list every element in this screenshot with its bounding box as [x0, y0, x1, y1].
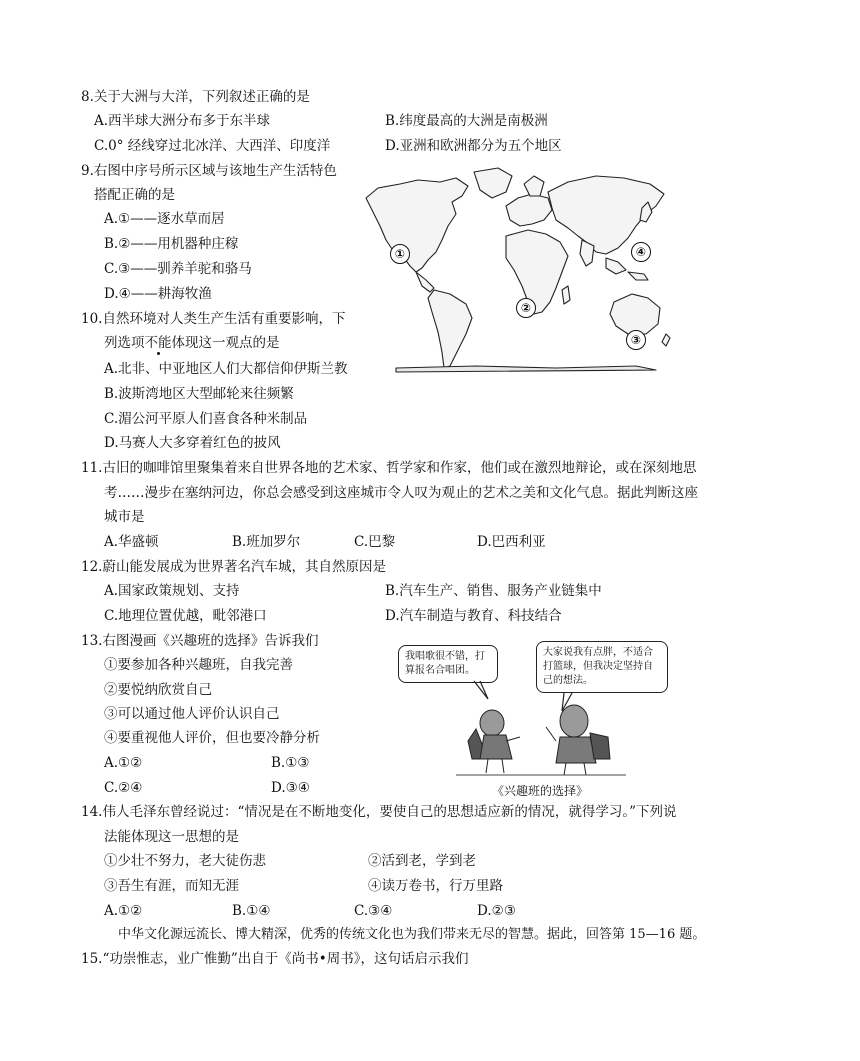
section-intro: 中华文化源远流长、博大精深，优秀的传统文化也为我们带来无尽的智慧。据此，回答第 15—16 题。	[118, 927, 706, 942]
map-marker-2: ②	[516, 298, 536, 318]
q14-option-b: B.①④	[232, 903, 271, 919]
q11-option-d: D.巴西利亚	[477, 534, 546, 550]
q14-statement-3: ③吾生有涯，而知无涯	[104, 878, 239, 894]
q12-option-a: A.国家政策规划、支持	[104, 583, 240, 599]
q10-stem-pre: 列选项	[104, 335, 145, 351]
q12-option-b: B.汽车生产、销售、服务产业链集中	[385, 583, 602, 599]
q9-stem-line2: 搭配正确的是	[94, 187, 175, 203]
q13-option-d: D.③④	[271, 780, 310, 796]
q9-option-d: D.④——耕海牧渔	[104, 286, 212, 302]
q11-stem-line3: 城市是	[104, 509, 145, 525]
q10-stem-line1: 10.自然环境对人类生产生活有重要影响，下	[81, 311, 346, 327]
cartoon-illustration	[396, 637, 672, 777]
q8-stem: 8.关于大洲与大洋，下列叙述正确的是	[81, 89, 310, 105]
q8-option-c: C.0° 经线穿过北冰洋、大西洋、印度洋	[94, 138, 331, 154]
cartoon-bubble-right: 大家说我有点胖，不适合打篮球，但我决定坚持自己的想法。	[536, 641, 668, 693]
q13-statement-1: ①要参加各种兴趣班，自我完善	[104, 657, 293, 673]
q8-option-a: A.西半球大洲分布多于东半球	[94, 113, 271, 129]
q12-option-d: D.汽车制造与教育、科技结合	[385, 608, 562, 624]
q11-option-a: A.华盛顿	[104, 534, 159, 550]
q11-stem-line2: 考……漫步在塞纳河边，你总会感受到这座城市令人叹为观止的艺术之美和文化气息。据此判断这座	[104, 485, 698, 501]
q11-stem-line1: 11.古旧的咖啡馆里聚集着来自世界各地的艺术家、哲学家和作家，他们或在激烈地辩论，或在深刻地思	[81, 460, 697, 476]
q10-stem-line2	[104, 334, 280, 352]
q14-stem-line1: 14.伟人毛泽东曾经说过：“情况是在不断地变化，要使自己的思想适应新的情况，就得学习。”下列说	[81, 804, 677, 820]
q13-statement-3: ③可以通过他人评价认识自己	[104, 706, 280, 722]
q9-stem-line1: 9.右图中序号所示区域与该地生产生活特色	[81, 163, 337, 179]
q14-option-c: C.③④	[354, 903, 393, 919]
q10-option-b: B.波斯湾地区大型邮轮来往频繁	[104, 386, 294, 402]
map-marker-4: ④	[631, 242, 651, 262]
q10-option-c: C.湄公河平原人们喜食各种米制品	[104, 411, 308, 427]
q13-option-c: C.②④	[104, 780, 143, 796]
q13-option-b: B.①③	[271, 755, 310, 771]
q14-stem-line2: 法能体现这一思想的是	[104, 829, 239, 845]
q14-statement-4: ④读万卷书，行万里路	[368, 878, 503, 894]
q10-option-a: A.北非、中亚地区人们大都信仰伊斯兰教	[104, 361, 348, 377]
cartoon-figures	[396, 637, 672, 777]
q13-option-a: A.①②	[104, 755, 143, 771]
q15-stem: 15.“功崇惟志，业广惟勤”出自于《尚书•周书》，这句话启示我们	[81, 951, 469, 967]
cartoon-bubble-left: 我唱歌很不错，打算报名合唱团。	[398, 645, 498, 683]
q11-option-b: B.班加罗尔	[232, 534, 301, 550]
q10-stem-post: 体现这一观点的是	[171, 335, 280, 351]
q12-option-c: C.地理位置优越，毗邻港口	[104, 608, 267, 624]
map-marker-3: ③	[626, 330, 646, 350]
q8-option-b: B.纬度最高的大洲是南极洲	[385, 113, 548, 129]
q14-option-a: A.①②	[104, 903, 143, 919]
q10-option-d: D.马赛人大多穿着红色的披风	[104, 435, 281, 451]
q13-stem: 13.右图漫画《兴趣班的选择》告诉我们	[81, 633, 319, 649]
world-map	[356, 162, 674, 376]
q8-option-d: D.亚洲和欧洲都分为五个地区	[385, 138, 562, 154]
cartoon-caption: 《兴趣班的选择》	[492, 784, 589, 798]
q9-option-b: B.②——用机器种庄稼	[104, 236, 239, 252]
q13-statement-4: ④要重视他人评价，但也要冷静分析	[104, 730, 320, 746]
q10-stem-emphasis: 不能	[144, 335, 172, 351]
q9-option-a: A.①——逐水草而居	[104, 211, 225, 227]
q14-statement-1: ①少壮不努力，老大徒伤悲	[104, 853, 266, 869]
q11-option-c: C.巴黎	[354, 534, 396, 550]
q12-stem: 12.蔚山能发展成为世界著名汽车城，其自然原因是	[81, 559, 386, 575]
q14-option-d: D.②③	[477, 903, 516, 919]
map-marker-1: ①	[390, 244, 410, 264]
q14-statement-2: ②活到老，学到老	[368, 853, 476, 869]
q9-option-c: C.③——驯养羊驼和骆马	[104, 261, 252, 277]
q13-statement-2: ②要悦纳欣赏自己	[104, 682, 212, 698]
